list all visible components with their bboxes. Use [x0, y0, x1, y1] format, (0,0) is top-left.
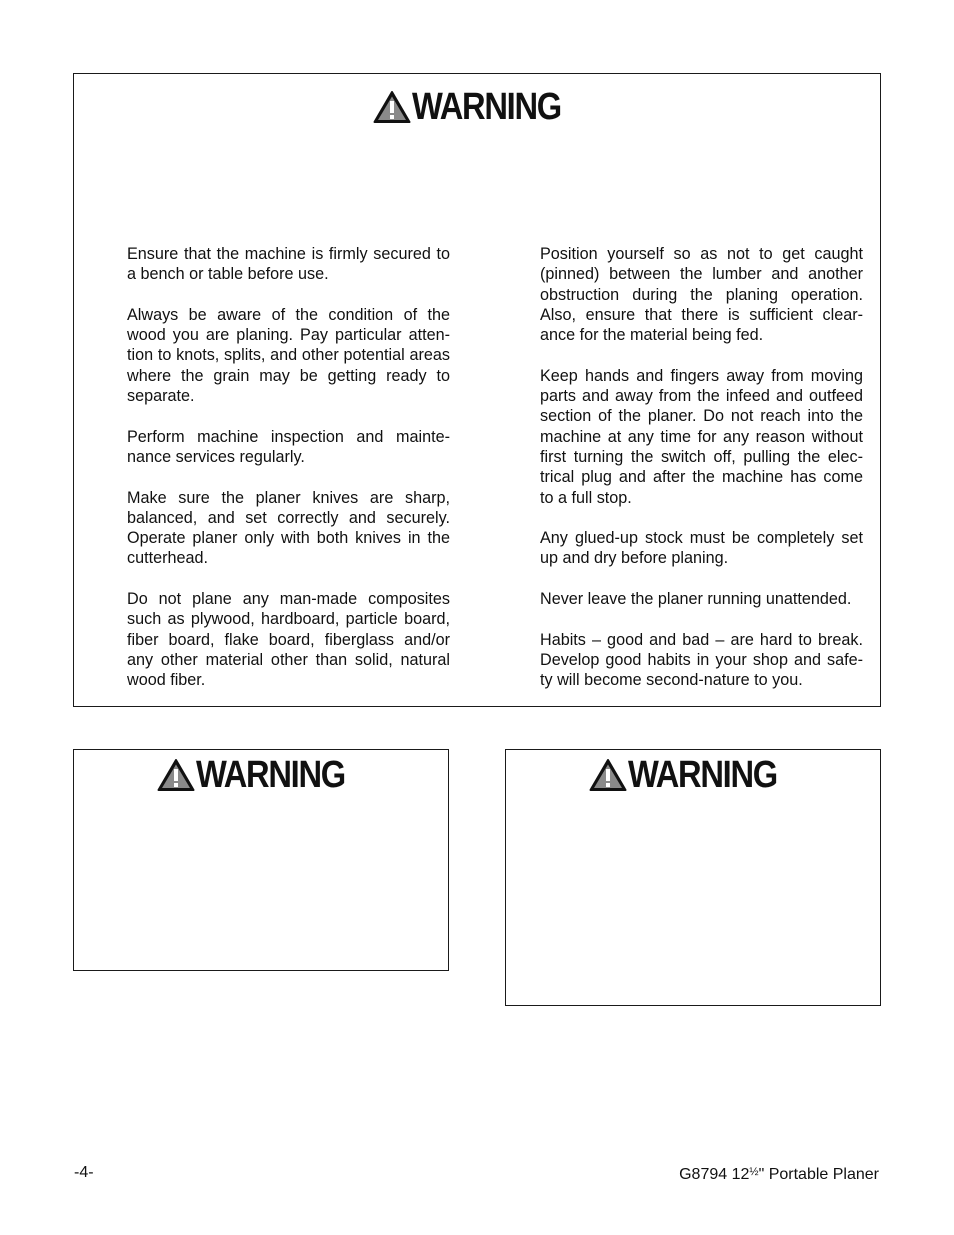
warning-header: [74, 756, 448, 794]
footer-model-fraction: ½: [749, 1166, 759, 1178]
safety-paragraph: Never leave the planer running unattended.: [540, 590, 852, 609]
warning-header: [506, 756, 880, 794]
safety-paragraph: Make sure the planer knives are sharp, balanced, and set correctly and securely. Operate planer only with both knives in the cutterhead.: [127, 488, 450, 568]
lower-right-warning-box: [505, 749, 881, 1006]
safety-paragraph: Position yourself so as not to get caught (pinned) between the lumber and another obstruction during the planing operation. Also, ensure that there is sufficient clear- ance for the material being fed.: [540, 245, 863, 345]
safety-paragraph: Perform machine inspection and mainte- nance services regularly.: [127, 427, 450, 466]
safety-paragraph: Do not plane any man-made composites such as plywood, hardboard, particle board, fiber board, flake board, fiberglass and/or any other material other than solid, natural wood fiber.: [127, 590, 450, 690]
footer-model-title: [679, 1166, 879, 1184]
safety-paragraph: Always be aware of the condition of the wood you are planing. Pay particular atten- tion to knots, splits, and other potential areas where the grain may be getting ready to separate.: [127, 305, 450, 406]
warning-title: WARNING: [195, 754, 345, 796]
safety-paragraph: Keep hands and fingers away from moving parts and away from the infeed and outfeed section of the planer. Do not reach into the machine at any time for any reason without first turning the switch off, pulling the elec- trical plug and after the machine has come to a full stop.: [540, 366, 863, 507]
warning-triangle-icon: [157, 758, 195, 792]
footer-model-suffix: " Portable Planer: [758, 1166, 879, 1183]
right-column: [540, 244, 863, 691]
warning-title: WARNING: [627, 754, 777, 796]
left-column: [127, 244, 450, 691]
warning-triangle-icon: [589, 758, 627, 792]
page-number: -4-: [74, 1164, 94, 1181]
safety-paragraph: Habits – good and bad – are hard to break. Develop good habits in your shop and safe- ty will become second-nature to you.: [540, 630, 863, 690]
warning-triangle-icon: [373, 90, 411, 124]
footer-model-prefix: G8794 12: [679, 1166, 750, 1183]
lower-left-warning-box: [73, 749, 449, 971]
warning-title: WARNING: [411, 86, 561, 128]
warning-header: [74, 88, 880, 126]
safety-paragraph: Any glued-up stock must be completely set up and dry before planing.: [540, 529, 863, 568]
main-warning-box: [73, 73, 881, 707]
safety-paragraph: Ensure that the machine is firmly secured to a bench or table before use.: [127, 245, 450, 284]
